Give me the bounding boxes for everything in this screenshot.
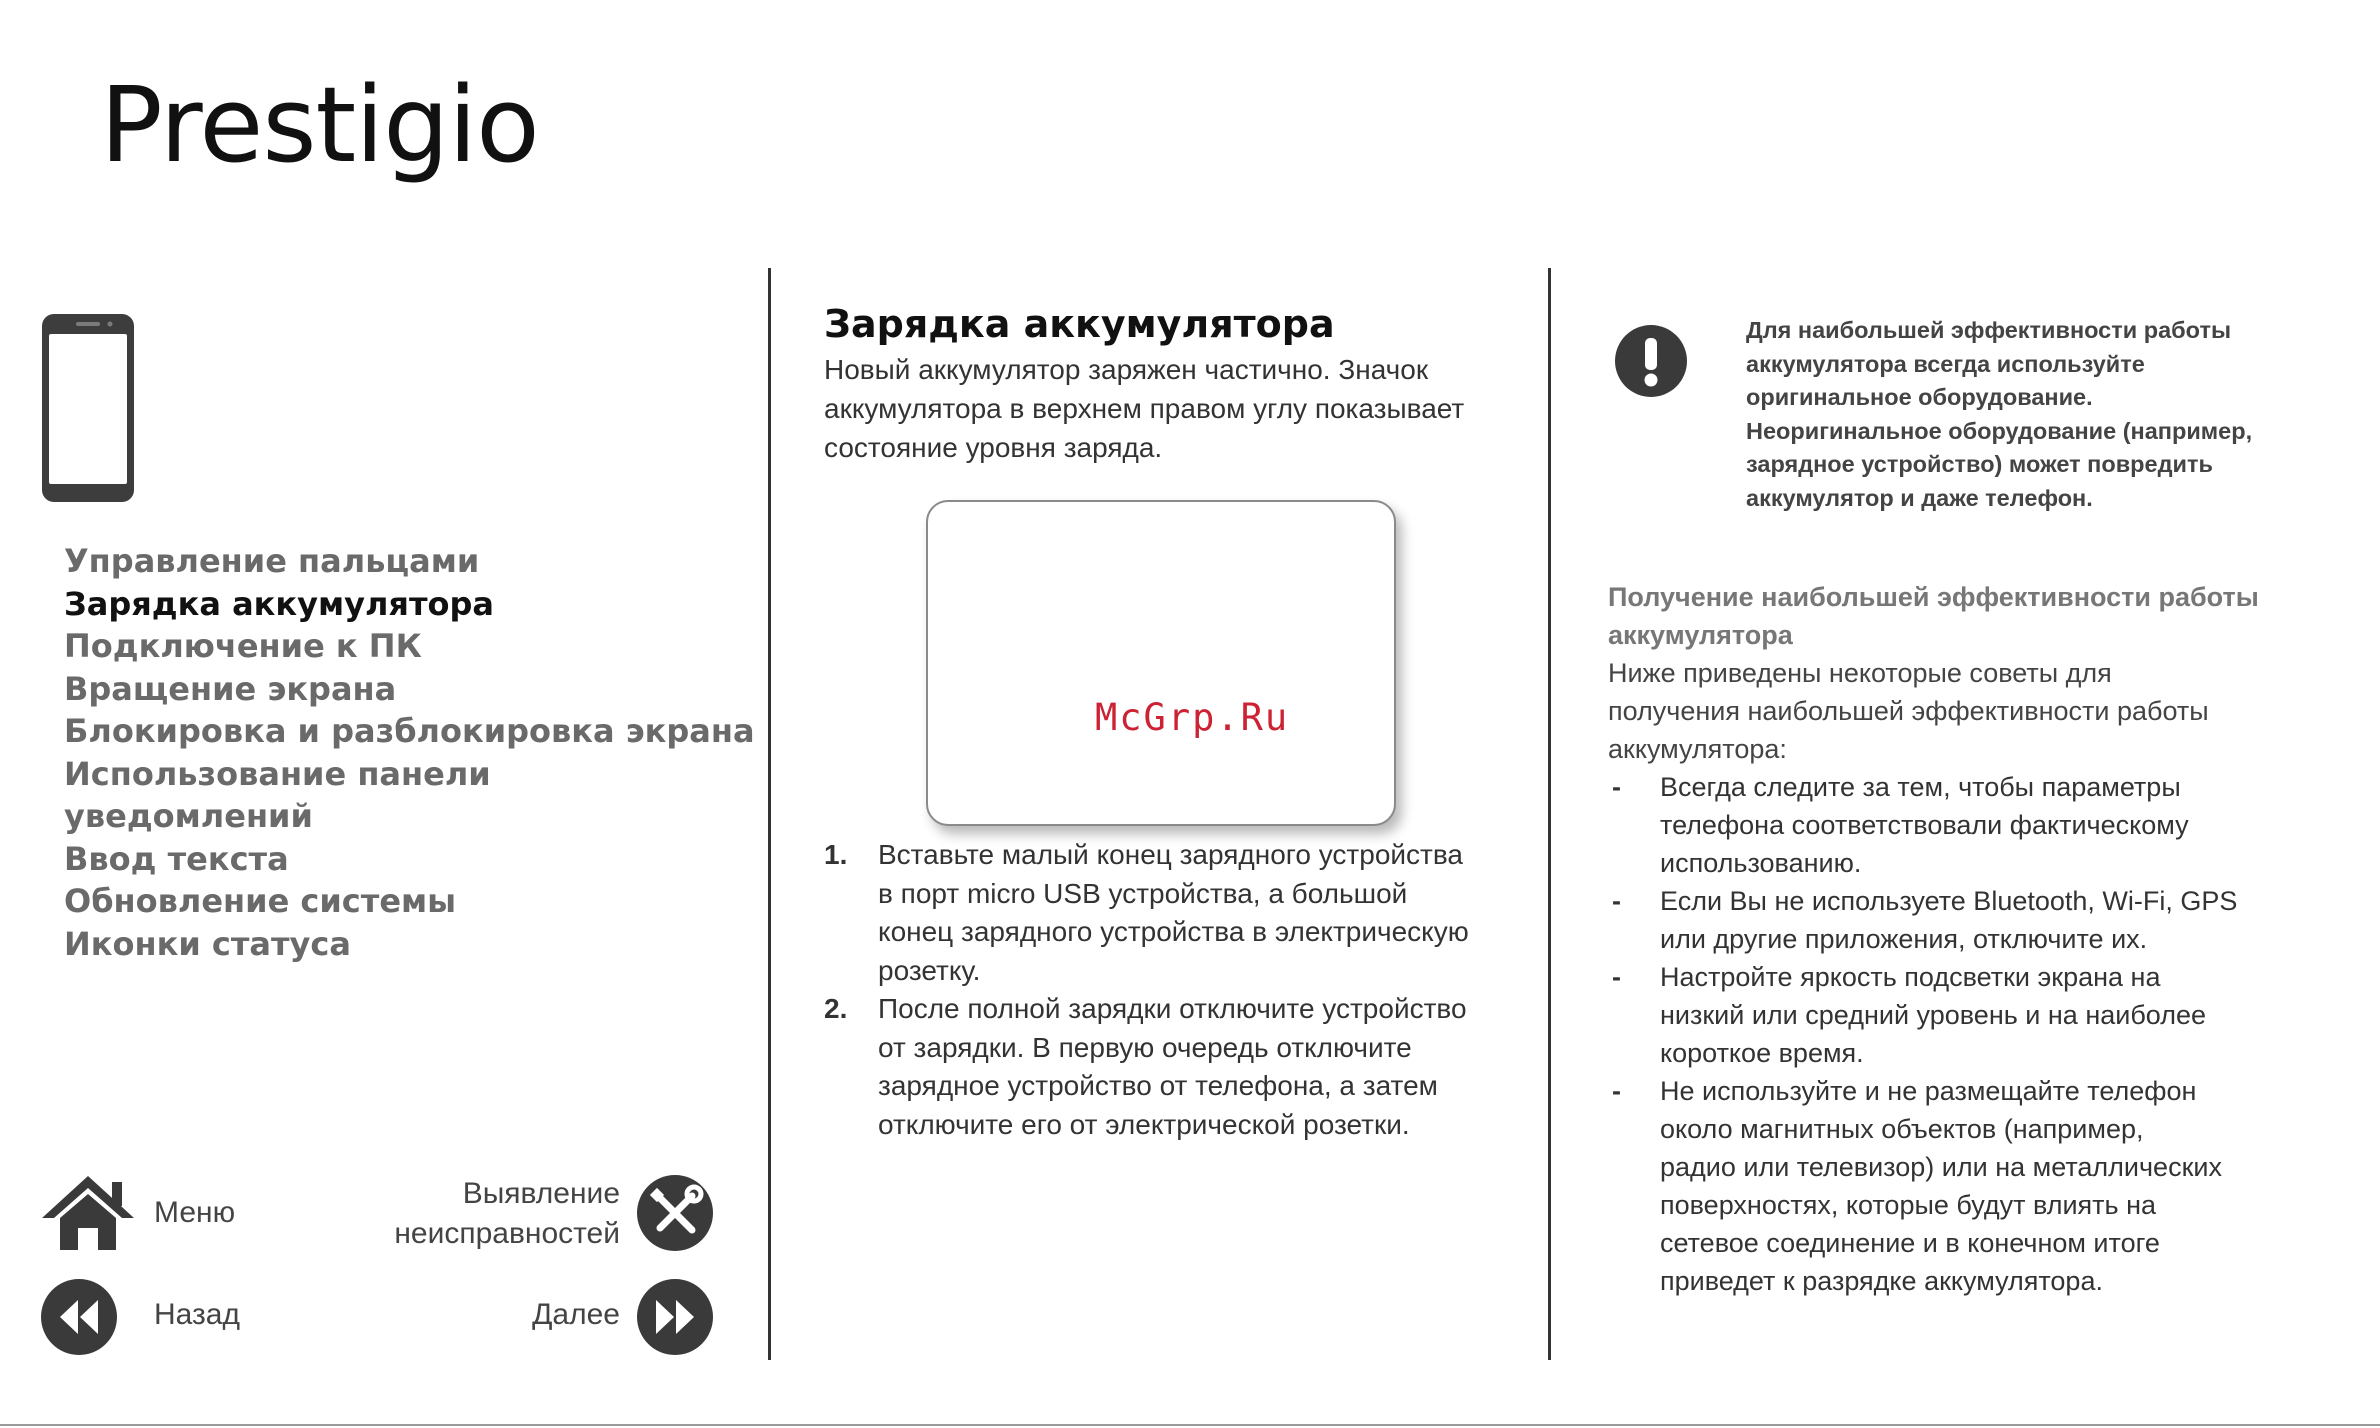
troubleshoot-label-line1: Выявление bbox=[462, 1177, 620, 1210]
warning-line: Для наибольшей эффективности работы bbox=[1746, 317, 2232, 343]
tip-bullet: - bbox=[1612, 1076, 1621, 1106]
step-item bbox=[824, 836, 1504, 990]
step-line: розетку. bbox=[878, 954, 981, 986]
tip-item bbox=[1608, 1072, 2308, 1300]
warning-icon bbox=[1614, 324, 1688, 398]
phone-icon bbox=[40, 312, 136, 504]
tips-intro-line: получения наибольшей эффективности работы bbox=[1608, 696, 2209, 726]
warning-line: оригинальное оборудование. bbox=[1746, 384, 2093, 410]
intro-line: Новый аккумулятор заряжен частично. Значок bbox=[824, 354, 1429, 385]
tip-line: низкий или средний уровень и на наиболее bbox=[1660, 1000, 2206, 1030]
column-divider-left bbox=[768, 268, 771, 1360]
nav-item-charging[interactable]: Зарядка аккумулятора bbox=[64, 584, 494, 623]
step-line: Вставьте малый конец зарядного устройства bbox=[878, 839, 1463, 870]
nav-item-status-icons[interactable]: Иконки статуса bbox=[64, 924, 351, 963]
nav-item-lock-unlock[interactable]: Блокировка и разблокировка экрана bbox=[64, 712, 755, 750]
step-number: 2. bbox=[824, 993, 848, 1024]
warning-line: зарядное устройство) может повредить bbox=[1746, 451, 2213, 477]
intro-paragraph bbox=[824, 350, 1504, 467]
tip-bullet: - bbox=[1612, 886, 1621, 916]
tip-line: сетевое соединение и в конечном итоге bbox=[1660, 1228, 2160, 1258]
tip-bullet: - bbox=[1612, 772, 1621, 802]
tools-icon[interactable] bbox=[636, 1174, 714, 1252]
section-title: Зарядка аккумулятора bbox=[824, 302, 1335, 346]
step-line: в порт micro USB устройства, а большой bbox=[878, 877, 1408, 909]
tip-line: Всегда следите за тем, чтобы параметры bbox=[1660, 772, 2181, 802]
warning-note bbox=[1746, 314, 2306, 515]
nav-item-text-input[interactable]: Ввод текста bbox=[64, 839, 289, 878]
troubleshoot-button[interactable] bbox=[360, 1174, 620, 1254]
tips-heading bbox=[1608, 578, 2308, 654]
tips-intro bbox=[1608, 654, 2308, 768]
watermark: McGrp.Ru bbox=[1095, 696, 1290, 739]
illustration-placeholder bbox=[926, 500, 1396, 826]
tip-item bbox=[1608, 768, 2308, 882]
step-item bbox=[824, 990, 1504, 1144]
tip-line: радио или телевизор) или на металлических bbox=[1660, 1152, 2222, 1182]
tip-line: приведет к разрядке аккумулятора. bbox=[1660, 1266, 2103, 1296]
warning-line: Неоригинальное оборудование (например, bbox=[1746, 417, 2253, 444]
tip-line: Не используйте и не размещайте телефон bbox=[1660, 1076, 2197, 1106]
step-line: конец зарядного устройства в электрическую bbox=[878, 916, 1469, 947]
tip-line: Если Вы не используете Bluetooth, Wi-Fi, GPS bbox=[1660, 886, 2238, 916]
tip-line: поверхностях, которые будут влиять на bbox=[1660, 1190, 2157, 1220]
intro-line: аккумулятора в верхнем правом углу показывает bbox=[824, 393, 1465, 424]
tip-line: короткое время. bbox=[1660, 1038, 1864, 1068]
prestigio-logo: Prestigio bbox=[100, 64, 539, 186]
warning-line: аккумулятора всегда используйте bbox=[1746, 350, 2145, 377]
intro-line: состояние уровня заряда. bbox=[824, 432, 1163, 463]
tip-line: Настройте яркость подсветки экрана на bbox=[1660, 962, 2161, 992]
tip-line: телефона соответствовали фактическому bbox=[1660, 810, 2189, 840]
menu-button[interactable]: Меню bbox=[154, 1196, 236, 1229]
next-button[interactable]: Далее bbox=[532, 1298, 620, 1331]
next-icon[interactable] bbox=[636, 1278, 714, 1356]
tip-bullet: - bbox=[1612, 962, 1621, 992]
warning-line: аккумулятор и даже телефон. bbox=[1746, 484, 2093, 511]
nav-item-screen-rotation[interactable]: Вращение экрана bbox=[64, 669, 397, 708]
tip-line: или другие приложения, отключите их. bbox=[1660, 924, 2148, 954]
tip-line: около магнитных объектов (например, bbox=[1660, 1114, 2144, 1144]
back-button[interactable]: Назад bbox=[154, 1298, 240, 1331]
step-line: После полной зарядки отключите устройство bbox=[878, 993, 1467, 1024]
troubleshoot-label-line2: неисправностей bbox=[394, 1217, 620, 1250]
step-line: зарядное устройство от телефона, а затем bbox=[878, 1070, 1438, 1101]
tips-intro-line: Ниже приведены некоторые советы для bbox=[1608, 658, 2112, 688]
nav-item-gestures[interactable]: Управление пальцами bbox=[64, 542, 480, 580]
step-line: от зарядки. В первую очередь отключите bbox=[878, 1031, 1412, 1063]
tips-heading-line: аккумулятора bbox=[1608, 620, 1793, 650]
chapter-nav bbox=[64, 540, 764, 965]
nav-item-pc-connection[interactable]: Подключение к ПК bbox=[64, 627, 422, 665]
bottom-rule bbox=[0, 1424, 2380, 1426]
nav-item-notification-panel[interactable]: Использование панели bbox=[64, 754, 491, 793]
tip-line: использованию. bbox=[1660, 848, 1862, 878]
nav-item-system-update[interactable]: Обновление системы bbox=[64, 882, 457, 920]
back-icon[interactable] bbox=[40, 1278, 118, 1356]
tips-list bbox=[1608, 768, 2308, 1300]
column-divider-right bbox=[1548, 268, 1551, 1360]
step-line: отключите его от электрической розетки. bbox=[878, 1108, 1410, 1140]
step-number: 1. bbox=[824, 839, 848, 870]
charging-steps bbox=[824, 836, 1504, 1144]
tip-item bbox=[1608, 958, 2308, 1072]
home-icon[interactable] bbox=[40, 1174, 136, 1252]
tips-heading-line: Получение наибольшей эффективности работы bbox=[1608, 582, 2259, 612]
nav-item-notification-panel-cont[interactable]: уведомлений bbox=[64, 797, 313, 835]
tips-intro-line: аккумулятора: bbox=[1608, 734, 1787, 764]
tip-item bbox=[1608, 882, 2308, 958]
